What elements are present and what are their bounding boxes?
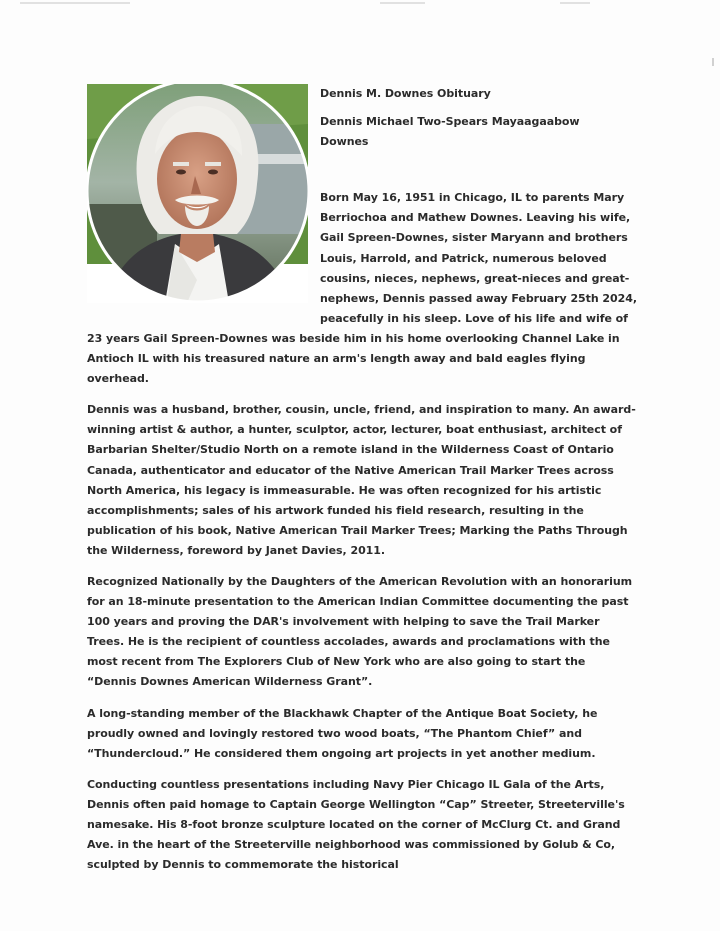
- paragraph-recognition: Recognized Nationally by the Daughters of the American Revolution with an honorarium for an 18-minute presentation to the American Indian Committee documenting the past 100 years and proving the DAR's involvement with helping to save the Trail Marker Trees. He is the recipient of countless accolades, awards and proclamations with the most recent from The Explorers Club of New York who are also going to start the “Dennis Downes American Wilderness Grant”.: [87, 574, 633, 689]
- scan-artifact: [20, 2, 130, 4]
- scan-artifact: [560, 2, 590, 4]
- obituary-body: [87, 84, 637, 886]
- paragraph-birth: Born May 16, 1951 in Chicago, IL to parents Mary Berriochoa and Mathew Downes. Leaving his wife, Gail Spreen-Downes, sister Maryann and brothers Louis, Harrold, and Patrick, numerous beloved cousins, nieces, nephews, great-nieces and great-nephews, Dennis passed away February 25th 2024, peacefully in his sleep. Love of his life and wife of 23 years Gail Spreen-Downes was beside him in his home overlooking Channel Lake in Antioch IL with his treasured nature an arm's length away and bald eagles flying overhead.: [87, 191, 637, 386]
- full-name: Dennis Michael Two-Spears Mayaagaabow Downes: [320, 115, 580, 149]
- paragraph-legacy: Dennis was a husband, brother, cousin, uncle, friend, and inspiration to many. An award-winning artist & author, a hunter, sculptor, actor, lecturer, boat enthusiast, architect of Barbarian Shelter/Studio North on a remote island in the Wilderness Coast of Ontario Canada, authenticator and educator of the Native American Trail Marker Trees across North America, his legacy is immeasurable. He was often recognized for his artistic accomplishments; sales of his artwork funded his field research, resulting in the publication of his book, Native American Trail Marker Trees; Marking the Paths Through the Wilderness, foreword by Janet Davies, 2011.: [87, 403, 636, 557]
- obituary-title: Dennis M. Downes Obituary: [320, 87, 491, 100]
- paragraph-boats: A long-standing member of the Blackhawk Chapter of the Antique Boat Society, he proudly owned and lovingly restored two wood boats, “The Phantom Chief” and “Thundercloud.” He considered them ongoing art projects in yet another medium.: [87, 706, 598, 760]
- scan-artifact: [712, 58, 714, 66]
- portrait-photo: [87, 84, 308, 303]
- paragraph-presentations: Conducting countless presentations including Navy Pier Chicago IL Gala of the Arts, Dennis often paid homage to Captain George Wellington “Cap” Streeter, Streeterville's namesake. His 8-foot bronze sculpture located on the corner of McClurg Ct. and Grand Ave. in the heart of the Streeterville neighborhood was commissioned by Golub & Co, sculpted by Dennis to commemorate the historical: [87, 777, 625, 872]
- scan-artifact: [380, 2, 425, 4]
